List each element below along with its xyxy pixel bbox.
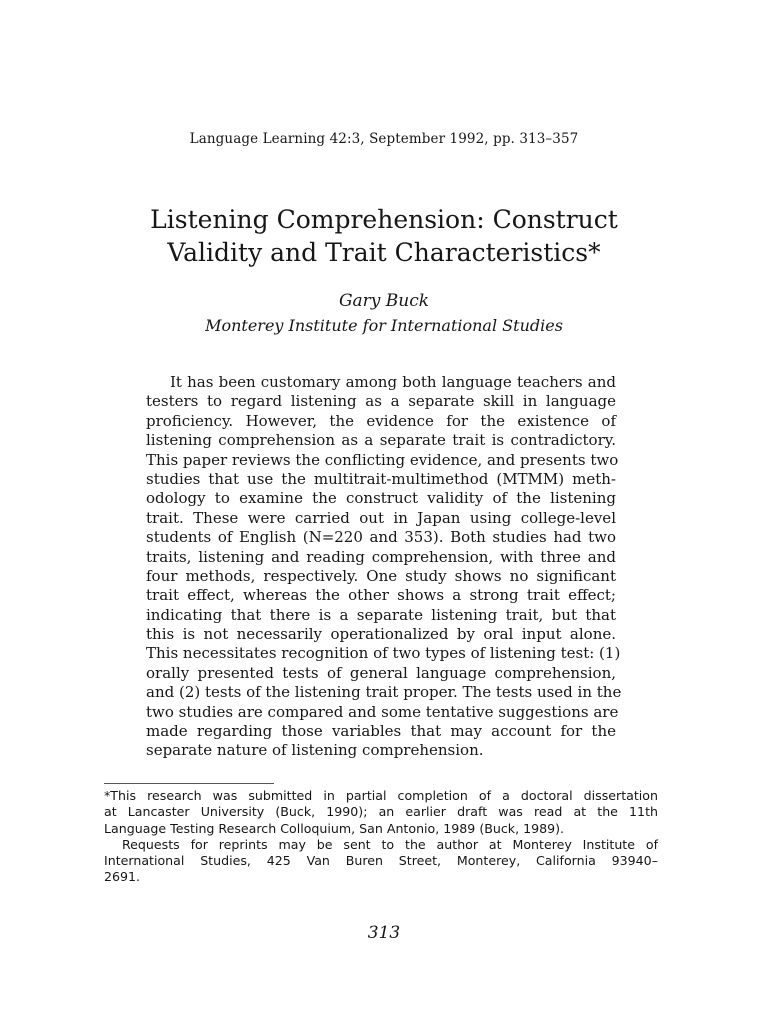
abstract bbox=[146, 373, 622, 761]
author-name: Gary Buck bbox=[338, 291, 430, 311]
page-number: 313 bbox=[367, 923, 401, 943]
abstract-line: and (2) tests of the listening trait proper. The tests used in the bbox=[146, 683, 622, 702]
footnote bbox=[104, 788, 658, 886]
footnote-line: Language Testing Research Colloquium, San Antonio, 1989 (Buck, 1989). bbox=[104, 820, 565, 836]
abstract-line: It has been customary among both language teachers and bbox=[170, 373, 616, 391]
abstract-line: traits, listening and reading comprehension, with three and bbox=[146, 547, 616, 566]
abstract-line: This necessitates recognition of two types of listening test: (1) bbox=[146, 644, 621, 663]
title-line-1: Listening Comprehension: Construct bbox=[150, 205, 618, 234]
abstract-line: indicating that there is a separate listening trait, but that bbox=[146, 605, 616, 624]
article-title bbox=[0, 203, 768, 269]
abstract-line: This paper reviews the conflicting evidence, and presents two bbox=[146, 450, 619, 469]
abstract-line: students of English (N=220 and 353). Both studies had two bbox=[146, 528, 616, 547]
journal-citation: Language Learning 42:3, September 1992, pp. 313–357 bbox=[189, 131, 579, 147]
abstract-line: separate nature of listening comprehension. bbox=[146, 741, 484, 760]
abstract-line: two studies are compared and some tentative suggestions are bbox=[146, 702, 619, 721]
abstract-line: made regarding those variables that may account for the bbox=[146, 722, 616, 741]
author-affiliation: Monterey Institute for International Studies bbox=[205, 316, 563, 335]
abstract-line: trait. These were carried out in Japan using college-level bbox=[146, 508, 616, 527]
footnote-line: 2691. bbox=[104, 869, 141, 885]
abstract-line: odology to examine the construct validity of the listening bbox=[146, 489, 616, 508]
abstract-line: listening comprehension as a separate trait is contradictory. bbox=[146, 431, 616, 450]
footnote-line: *This research was submitted in partial completion of a doctoral dissertation bbox=[104, 788, 658, 803]
abstract-line: testers to regard listening as a separate skill in language bbox=[146, 392, 616, 411]
abstract-line: trait effect, whereas the other shows a strong trait effect; bbox=[146, 586, 616, 605]
abstract-line: studies that use the multitrait-multimethod (MTMM) meth- bbox=[146, 469, 616, 488]
title-line-2: Validity and Trait Characteristics* bbox=[167, 238, 601, 267]
footnote-line: at Lancaster University (Buck, 1990); an earlier draft was read at the 11th bbox=[104, 804, 658, 820]
abstract-line: proficiency. However, the evidence for the existence of bbox=[146, 411, 616, 430]
abstract-line: this is not necessarily operationalized by oral input alone. bbox=[146, 625, 616, 644]
abstract-line: four methods, respectively. One study shows no significant bbox=[146, 566, 616, 585]
footnote-line: Requests for reprints may be sent to the author at Monterey Institute of bbox=[122, 836, 658, 852]
footnote-divider bbox=[104, 783, 274, 784]
footnote-line: International Studies, 425 Van Buren Street, Monterey, California 93940– bbox=[104, 853, 658, 869]
abstract-line: orally presented tests of general language comprehension, bbox=[146, 663, 616, 682]
